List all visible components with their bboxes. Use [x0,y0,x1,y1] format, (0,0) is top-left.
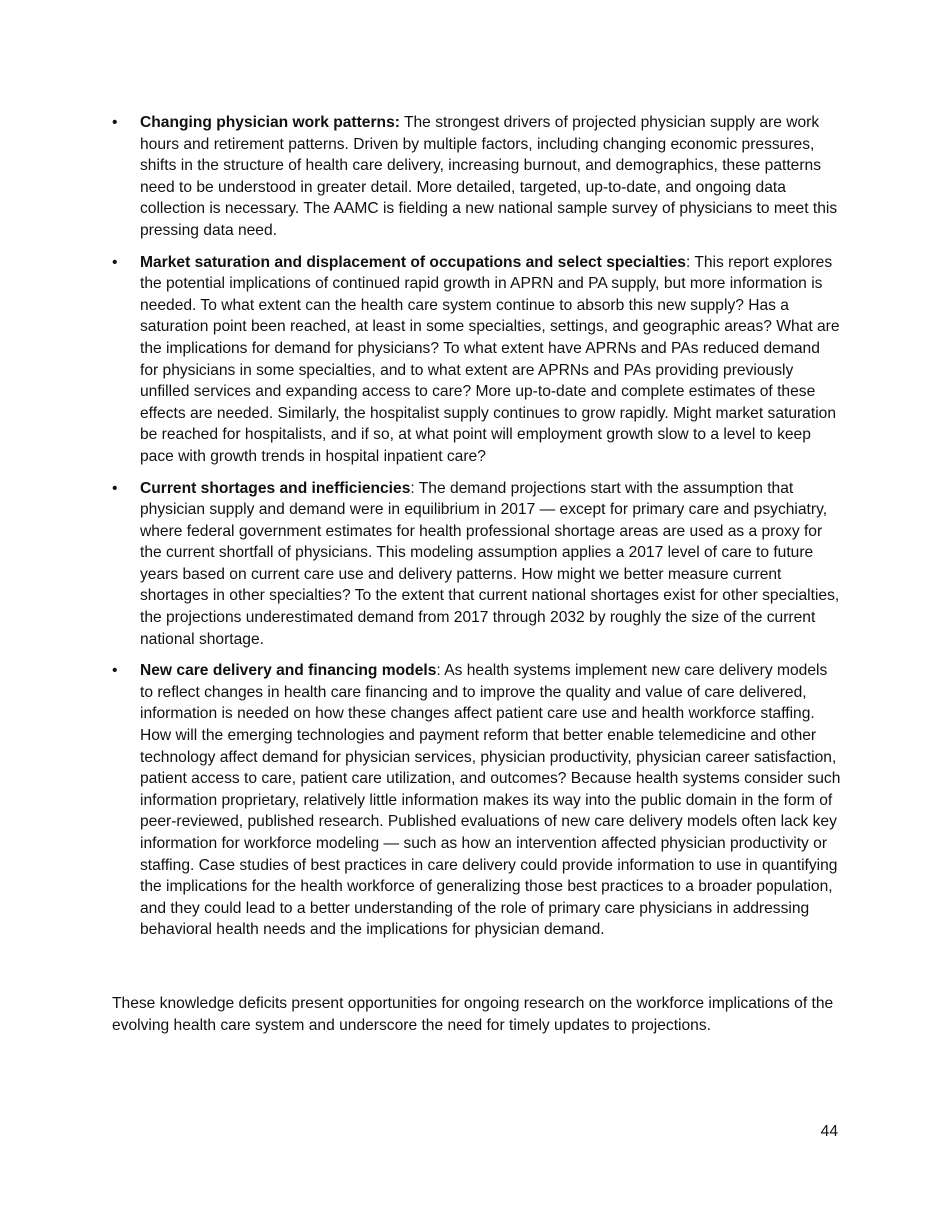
bullet-icon: • [112,662,118,680]
bullet-text: The strongest drivers of projected physician supply are work hours and retirement patterns. Driven by multiple factors, including changing economic pressures, shifts in the structure of health care delivery, increasing burnout, and demographics, these patterns need to be understood in greater detail. More detailed, targeted, up-to-date, and ongoing data collection is necessary. The AAMC is fielding a new national sample survey of physicians to meet this pressing data need. [140,114,838,239]
bullet-item-care-delivery-models [112,660,842,941]
closing-paragraph: These knowledge deficits present opportunities for ongoing research on the workforce implications of the evolving health care system and underscore the need for timely updates to projections. [112,995,834,1034]
bullet-text: : The demand projections start with the assumption that physician supply and demand were in equilibrium in 2017 — except for primary care and psychiatry, where federal government estimates for health professional shortage areas are used as a proxy for the current shortfall of physicians. This modeling assumption applies a 2017 level of care to future years based on current care use and delivery patterns. How might we better measure current shortages in other specialties? To the extent that current national shortages exist for other specialties, the projections underestimated demand from 2017 through 2032 by roughly the size of the current national shortage. [140,479,840,648]
bullet-heading: Market saturation and displacement of occupations and select specialties [140,253,686,271]
page-number: 44 [820,1123,838,1140]
bullet-heading: New care delivery and financing models [140,662,437,680]
bullet-text: : This report explores the potential implications of continued rapid growth in APRN and PA supply, but more information is needed. To what extent can the health care system continue to absorb this new supply? Has a saturation point been reached, at least in some specialties, settings, and geographic areas? What are the implications for demand for physicians? To what extent have APRNs and PAs reduced demand for physicians in some specialties, and to what extent are APRNs and PAs providing previously unfilled services and expanding access to care? More up-to-date and complete estimates of these effects are needed. Similarly, the hospitalist supply continues to grow rapidly. Might market saturation be reached for hospitalists, and if so, at what point will employment growth slow to a level to keep pace with growth trends in hospital inpatient care? [140,253,840,465]
bullet-item-work-patterns [112,112,842,242]
bullet-item-current-shortages [112,478,842,651]
bullet-icon: • [112,253,118,271]
bullet-icon: • [112,114,118,131]
bullet-list [112,112,842,951]
bullet-icon: • [112,479,118,497]
bullet-heading: Current shortages and inefficiencies [140,479,411,497]
bullet-heading: Changing physician work patterns: [140,114,400,131]
bullet-item-market-saturation [112,252,842,468]
bullet-text: : As health systems implement new care delivery models to reflect changes in health care financing and to improve the quality and value of care delivered, information is needed on how these changes affect patient care use and health workforce staffing. How will the emerging technologies and payment reform that better enable telemedicine and other technology affect demand for physician services, physician productivity, physician career satisfaction, patient access to care, patient care utilization, and outcomes? Because health systems consider such information proprietary, relatively little information makes its way into the public domain in the form of peer-reviewed, published research. Published evaluations of new care delivery models often lack key information for workforce modeling — such as how an intervention affected physician productivity or staffing. Case studies of best practices in care delivery could provide information to use in quantifying the implications for the health workforce of generalizing those best practices to a broader population, and they could lead to a better understanding of the role of primary care physicians in addressing behavioral health needs and the implications for physician demand. [140,662,841,939]
